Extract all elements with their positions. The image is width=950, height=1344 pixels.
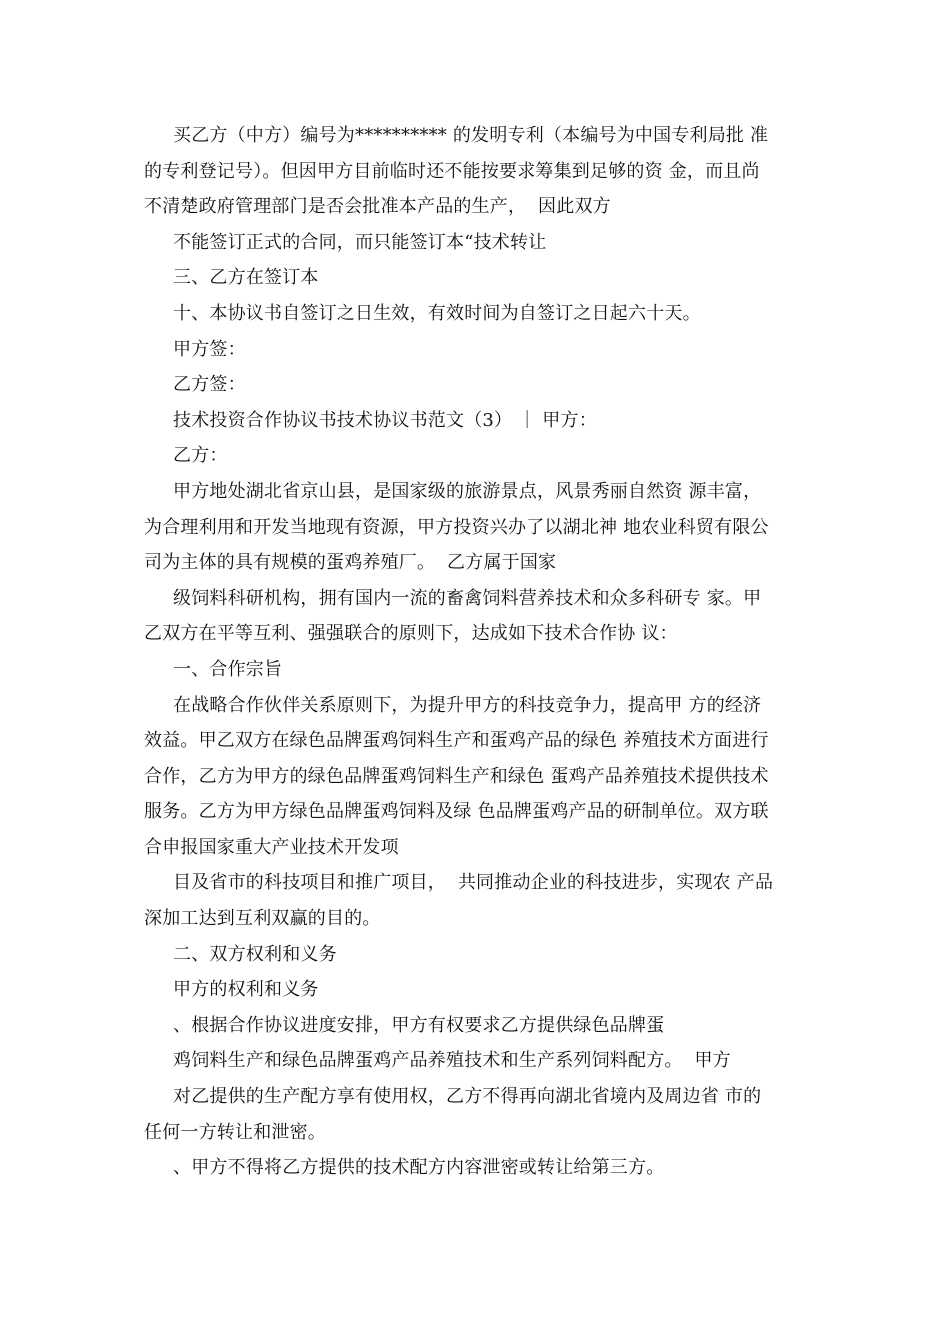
document-text-line: 深加工达到互利双赢的目的。 <box>144 908 381 930</box>
document-text-line: 乙方签： <box>173 374 246 396</box>
document-text-line: 目及省市的科技项目和推广项目， 共同推动企业的科技进步，实现农 产品 <box>173 872 774 894</box>
document-text-line: 效益。甲乙双方在绿色品牌蛋鸡饲料生产和蛋鸡产品的绿色 养殖技术方面进行 <box>144 730 769 752</box>
document-text-line: 甲方的权利和义务 <box>173 979 319 1001</box>
document-text-line: 、根据合作协议进度安排，甲方有权要求乙方提供绿色品牌蛋 <box>173 1014 665 1036</box>
document-text-line: 对乙提供的生产配方享有使用权，乙方不得再向湖北省境内及周边省 市的 <box>173 1086 762 1108</box>
document-text-line: 合申报国家重大产业技术开发项 <box>144 836 399 858</box>
document-text-line: 二、双方权利和义务 <box>173 943 337 965</box>
document-text-line: 不清楚政府管理部门是否会批准本产品的生产， 因此双方 <box>144 196 611 218</box>
document-text-line: 买乙方（中方）编号为********** 的发明专利（本编号为中国专利局批 准 <box>173 125 769 146</box>
document-text-line: 的专利登记号）。但因甲方目前临时还不能按要求筹集到足够的资 金，而且尚 <box>144 160 760 182</box>
document-text-line: 、甲方不得将乙方提供的技术配方内容泄密或转让给第三方。 <box>173 1157 665 1179</box>
document-text-line: 在战略合作伙伴关系原则下，为提升甲方的科技竞争力，提高甲 方的经济 <box>173 694 762 716</box>
document-text-line: 一、合作宗旨 <box>173 658 283 680</box>
document-text-line: 司为主体的具有规模的蛋鸡养殖厂。 乙方属于国家 <box>144 552 557 574</box>
document-text-line: 服务。乙方为甲方绿色品牌蛋鸡饲料及绿 色品牌蛋鸡产品的研制单位。双方联 <box>144 801 769 823</box>
document-text-line: 乙双方在平等互利、强强联合的原则下，达成如下技术合作协 议： <box>144 623 678 645</box>
document-text-line: 三、乙方在签订本 <box>173 267 319 289</box>
document-text-line: 十、本协议书自签订之日生效，有效时间为自签订之日起六十天。 <box>173 302 701 324</box>
document-text-line: 甲方地处湖北省京山县，是国家级的旅游景点，风景秀丽自然资 源丰富， <box>173 480 762 502</box>
document-text-line: 任何一方转让和泄密。 <box>144 1121 326 1143</box>
document-text-line: 甲方签： <box>173 338 246 360</box>
document-text-line: 鸡饲料生产和绿色品牌蛋鸡产品养殖技术和生产系列饲料配方。 甲方 <box>173 1050 731 1072</box>
document-text-line: 不能签订正式的合同，而只能签订本“技术转让 <box>173 231 547 253</box>
document-text-line: 乙方： <box>173 445 228 467</box>
document-text-line: 为合理利用和开发当地现有资源，甲方投资兴办了以湖北神 地农业科贸有限公 <box>144 516 769 538</box>
document-text-line: 合作，乙方为甲方的绿色品牌蛋鸡饲料生产和绿色 蛋鸡产品养殖技术提供技术 <box>144 765 769 787</box>
document-text-line: 级饲料科研机构，拥有国内一流的畜禽饲料营养技术和众多科研专 家。甲 <box>173 587 762 609</box>
document-text-line: 技术投资合作协议书技术协议书范文（3） ｜ 甲方： <box>173 409 597 431</box>
document-body <box>144 118 808 1186</box>
